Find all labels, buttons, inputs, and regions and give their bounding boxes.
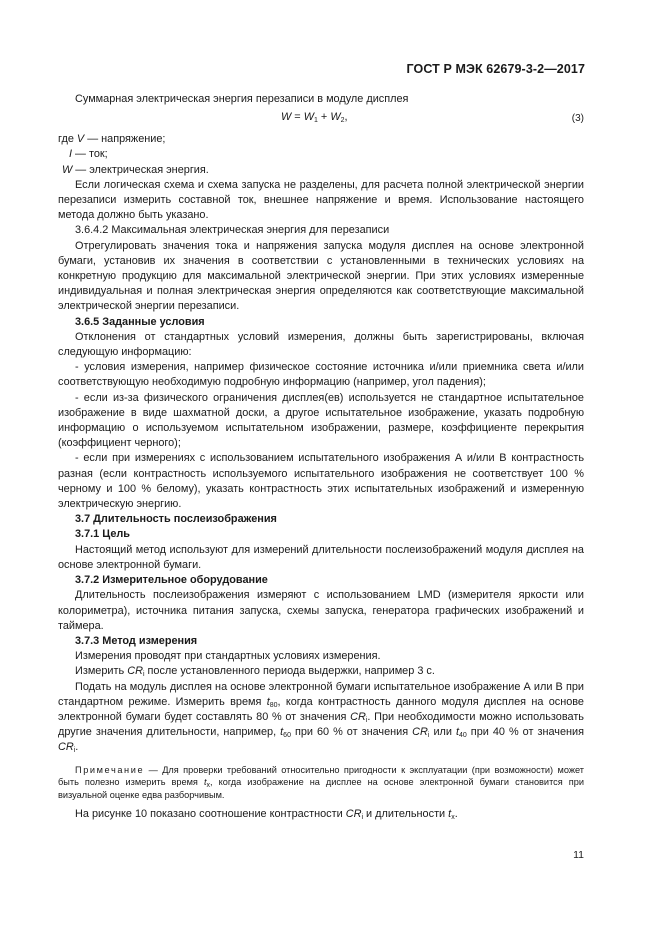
formula-expression: $W = W_1 + W_2$,: [281, 111, 348, 125]
heading-3-7: 3.7 Длительность послеизображения: [75, 513, 277, 526]
where-voltage: где V — напряжение;: [58, 133, 166, 146]
heading-3-6-4-2: 3.6.4.2 Максимальная электрическая энергия для перезаписи: [75, 224, 390, 237]
paragraph-3-7-3-c: Подать на модуль дисплея на основе электронной бумаги испытательное изображение А или В при стандартном режиме. Измерить время $t_{80}$, когда контрастность данного модуля дисплея на основе электронной бумаги будет составлять 80 % от значения $CR_i$. При необходимости можно использовать другие значения длительности, например, $t_{60}$ при 60 % от значения $CR_i$ или $t_{40}$ при 40 % от значения $CR_i$.: [58, 680, 584, 755]
list-item: - если из-за физического ограничения дисплея(ев) используется не стандартное испытательное изображение в виде шахматной доски, а другое испытательное изображение, указать подробную информацию о используемом испытательном изображении, размере, коэффициенте перекрытия (коэффициент черного);: [58, 391, 584, 450]
list-item: - если при измерениях с использованием испытательного изображения А и/или В контрастность разная (если контрастность используемого испытательного изображения не соответствует 100 % черному и 100 % белому), указать контрастность этих испытательных изображений и измеренную электрическую энергию.: [58, 452, 584, 511]
document-body: [58, 92, 584, 822]
paragraph-3-6-4-2: Отрегулировать значения тока и напряжения запуска модуля дисплея на основе электронной бумаги, установив их значения в соответствии с установленными в технических условиях на конкретную продукцию для максимальной электрической энергии. При этих условиях измеренные индивидуальная и полная электрическая энергия определяются как соответствующие максимальной электрической энергии перезаписи.: [58, 239, 584, 313]
paragraph-3-7-3-b: Измерить $CR_i$ после установленного периода выдержки, например 3 с.: [75, 665, 435, 679]
paragraph-logic: Если логическая схема и схема запуска не разделены, для расчета полной электрической энергии перезаписи измерить составной ток, внешнее напряжение и время. Использование настоящего метода должно быть указано.: [58, 178, 584, 222]
heading-3-7-3: 3.7.3 Метод измерения: [75, 634, 198, 647]
paragraph-total-energy: Суммарная электрическая энергия перезаписи в модуле дисплея: [75, 93, 409, 105]
paragraph-3-7-2: Длительность послеизображения измеряют с использованием LMD (измерителя яркости или колориметра), источника питания запуска, схемы запуска, генератора графических изображений и таймера.: [58, 589, 584, 632]
where-current: I — ток;: [69, 148, 108, 161]
paragraph-3-7-3-a: Измерения проводят при стандартных условиях измерения.: [75, 650, 381, 663]
document-header: ГОСТ Р МЭК 62679-3-2—2017: [406, 62, 585, 76]
paragraph-3-6-5: Отклонения от стандартных условий измерения, должны быть зарегистрированы, включая следующую информацию:: [58, 330, 584, 359]
heading-3-6-5: 3.6.5 Заданные условия: [75, 315, 205, 328]
where-energy: W — электрическая энергия.: [62, 163, 209, 176]
formula-number: (3): [571, 113, 584, 125]
note: Примечание — Для проверки требований относительно пригодности к эксплуатации (при возможности) может быть полезно измерить время $t_x$, когда изображение на дисплее на основе электронной бумаги становится при визуальной оценке едва разборчивым.: [58, 764, 584, 800]
paragraph-3-7-1: Настоящий метод используют для измерений длительности послеизображений модуля дисплея на основе электронной бумаги.: [58, 543, 584, 571]
formula-3: [58, 110, 584, 126]
page-number: 11: [573, 849, 584, 861]
heading-3-7-1: 3.7.1 Цель: [75, 528, 131, 541]
heading-3-7-2: 3.7.2 Измерительное оборудование: [75, 574, 268, 587]
paragraph-figure-ref: На рисунке 10 показано соотношение контрастности $CR_i$ и длительности $t_x$.: [75, 808, 458, 822]
list-item: - условия измерения, например физическое состояние источника и/или приемника света и/или соответствующую необходимую подробную информацию (например, угол падения);: [58, 361, 584, 389]
